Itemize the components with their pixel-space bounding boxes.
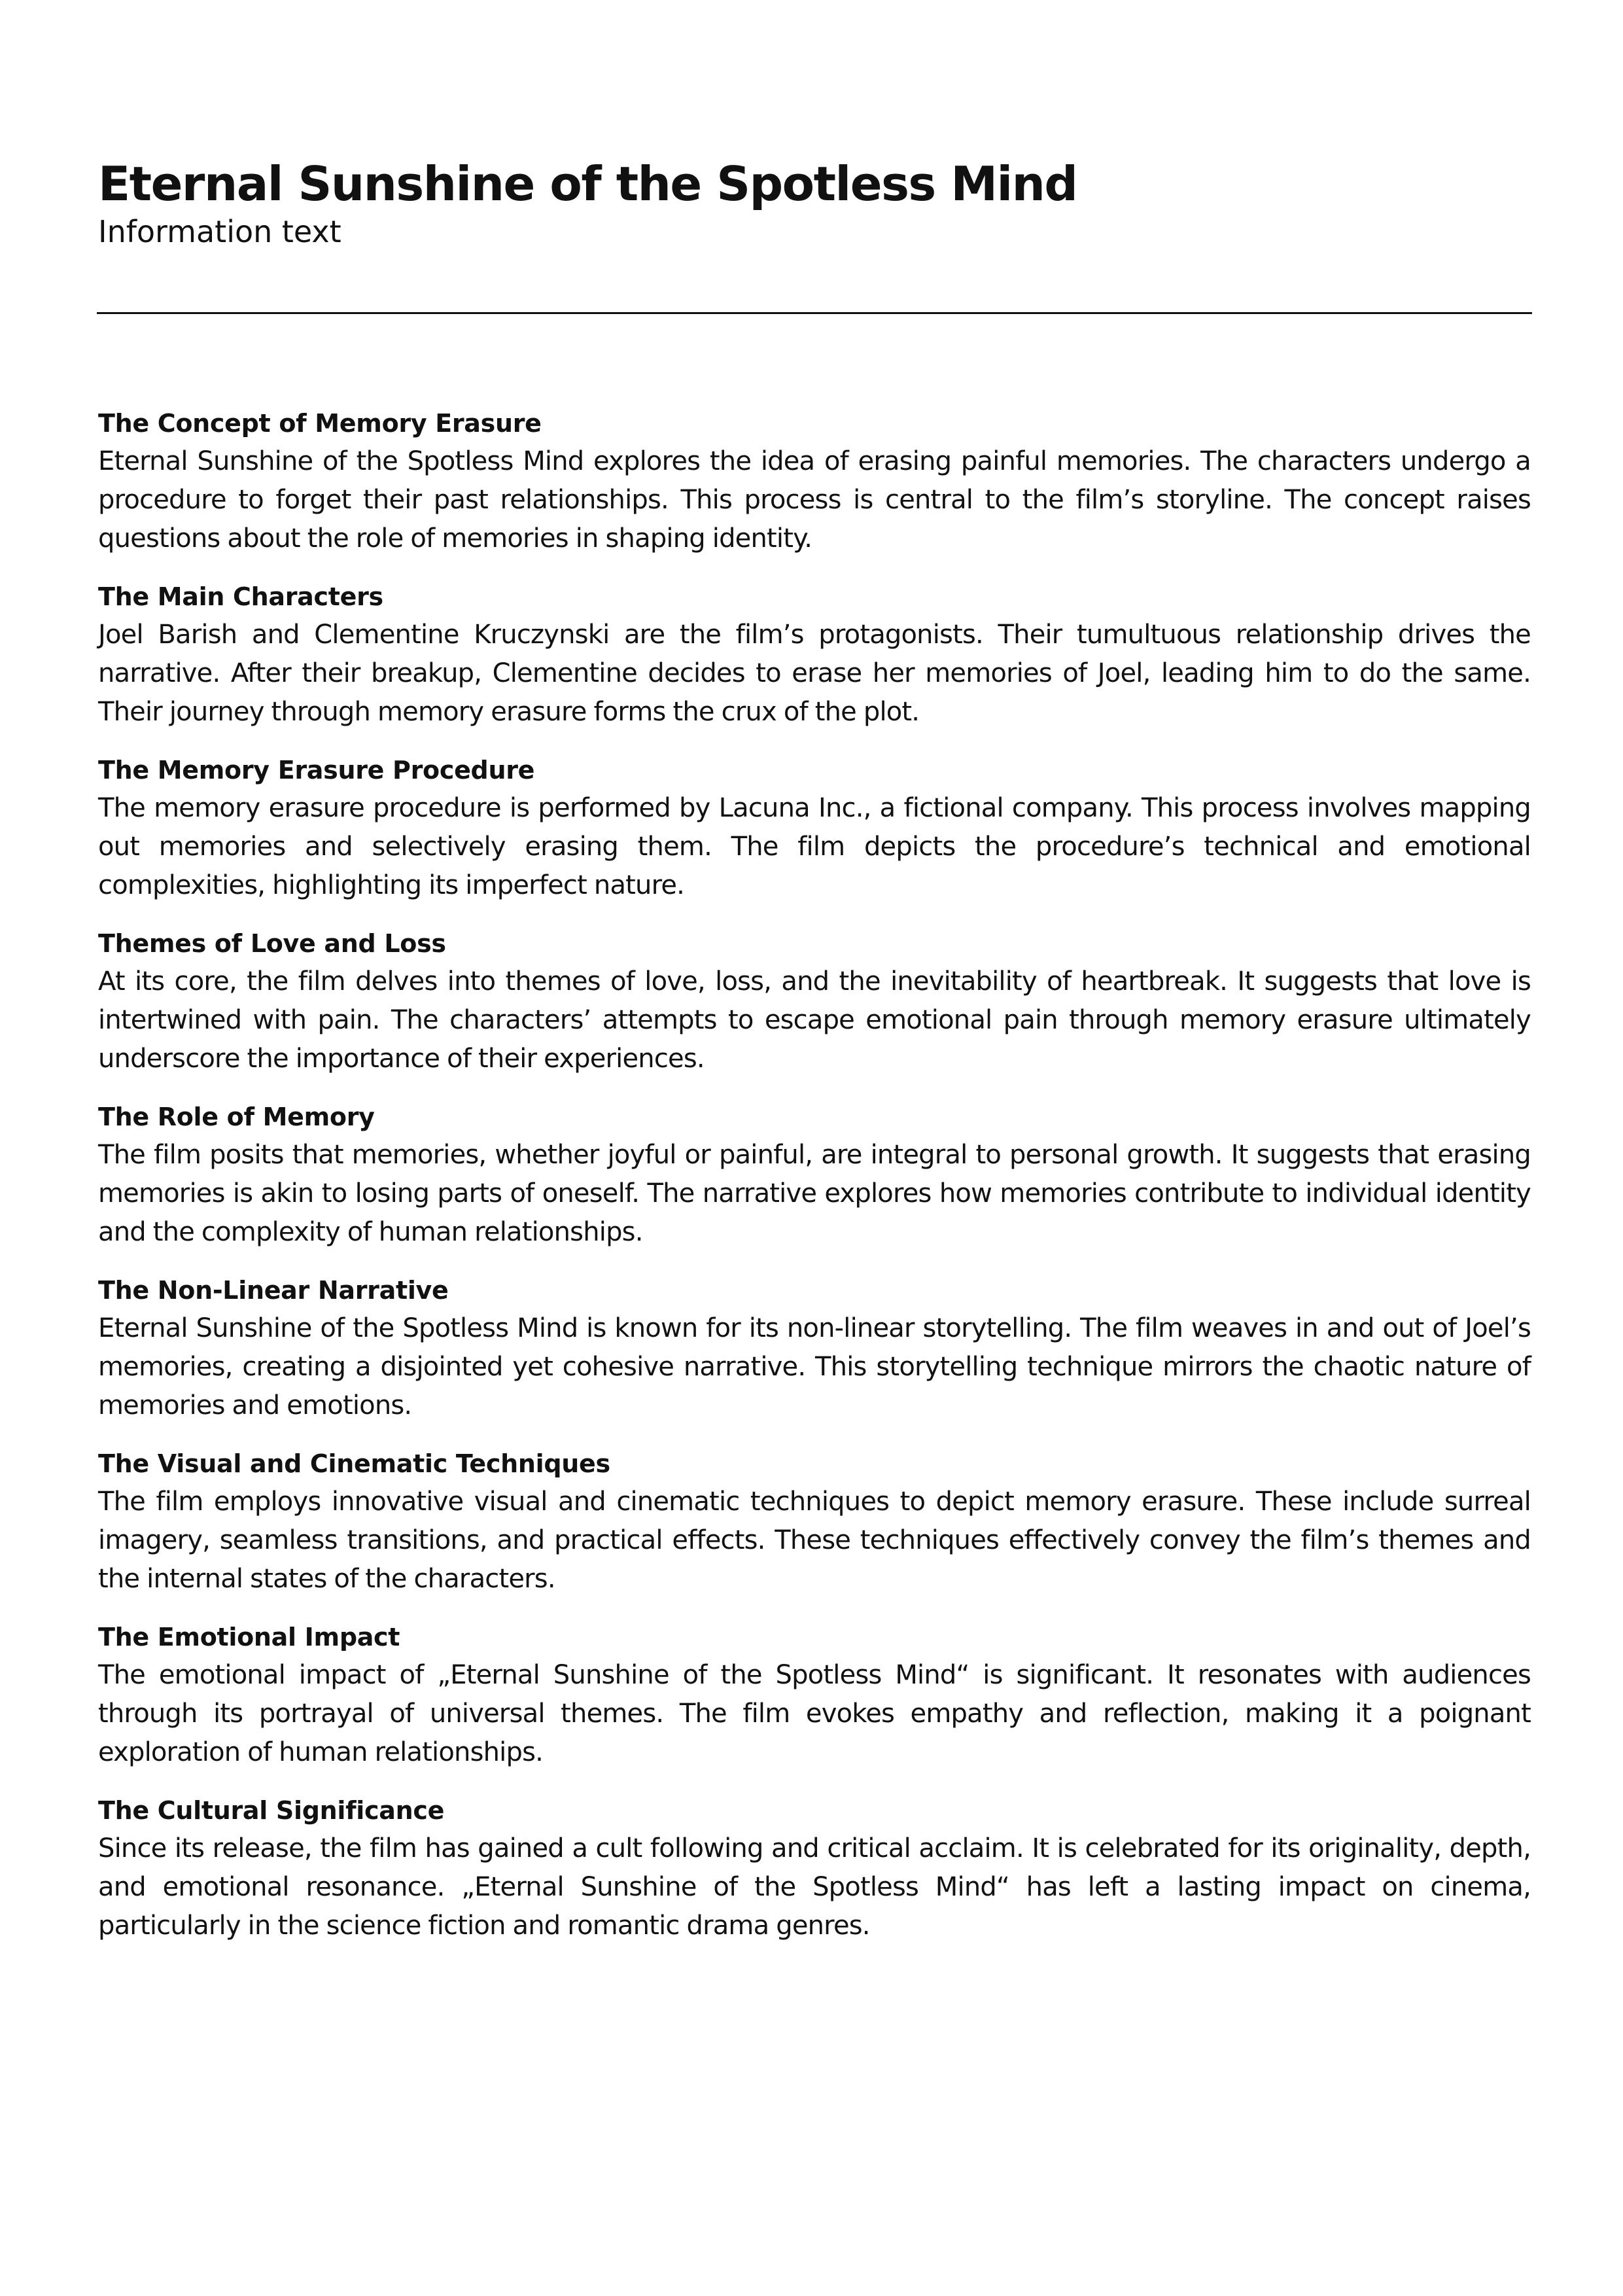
section-heading: The Main Characters <box>98 582 383 611</box>
section-body: At its core, the film delves into themes of love, loss, and the inevitability of heartbreak. It suggests that love is intertwined with pain. The characters’ attempts to escape emotional pain through memory erasure ultimately underscore the importance of their experiences. <box>98 966 1531 1074</box>
section-heading: The Concept of Memory Erasure <box>98 409 542 438</box>
section-body: Since its release, the film has gained a cult following and critical acclaim. It is celebrated for its originality, depth, and emotional resonance. „Eternal Sunshine of the Spotless Mind“ has left a lasting impact on cinema, particularly in the science fiction and romantic drama genres. <box>98 1833 1531 1941</box>
section-role-of-memory <box>98 1098 1531 1252</box>
document-subtitle: Information text <box>98 214 341 249</box>
section-heading: Themes of Love and Loss <box>98 929 446 958</box>
section-body: Eternal Sunshine of the Spotless Mind explores the idea of erasing painful memories. The characters undergo a procedure to forget their past relationships. This process is central to the film’s storyline. The concept raises questions about the role of memories in shaping identity. <box>98 446 1531 554</box>
section-main-characters <box>98 578 1531 732</box>
section-concept-of-memory-erasure <box>98 404 1531 558</box>
document-header <box>98 156 1531 251</box>
section-memory-erasure-procedure <box>98 751 1531 905</box>
header-divider <box>97 312 1532 314</box>
section-body: The emotional impact of „Eternal Sunshine of the Spotless Mind“ is significant. It resonates with audiences through its portrayal of universal themes. The film evokes empathy and reflection, making it a poignant exploration of human relationships. <box>98 1660 1531 1767</box>
section-body: Joel Barish and Clementine Kruczynski are the film’s protagonists. Their tumultuous relationship drives the narrative. After their breakup, Clementine decides to erase her memories of Joel, leading him to do the same. Their journey through memory erasure forms the crux of the plot. <box>98 620 1531 727</box>
section-heading: The Cultural Significance <box>98 1796 445 1825</box>
section-body: The memory erasure procedure is performed by Lacuna Inc., a fictional company. This process involves mapping out memories and selectively erasing them. The film depicts the procedure’s technical and emotional complexities, highlighting its imperfect nature. <box>98 793 1531 900</box>
section-body: The film posits that memories, whether joyful or painful, are integral to personal growth. It suggests that erasing memories is akin to losing parts of oneself. The narrative explores how memories contribute to individual identity and the complexity of human relationships. <box>98 1140 1531 1247</box>
section-body: The film employs innovative visual and cinematic techniques to depict memory erasure. These include surreal imagery, seamless transitions, and practical effects. These techniques effectively convey the film’s themes and the internal states of the characters. <box>98 1487 1531 1594</box>
section-heading: The Visual and Cinematic Techniques <box>98 1449 610 1478</box>
section-heading: The Non-Linear Narrative <box>98 1276 449 1305</box>
section-visual-and-cinematic-techniques <box>98 1445 1531 1598</box>
section-heading: The Emotional Impact <box>98 1623 400 1651</box>
document-content <box>98 404 1531 1965</box>
section-themes-of-love-and-loss <box>98 925 1531 1078</box>
section-non-linear-narrative <box>98 1271 1531 1425</box>
section-heading: The Memory Erasure Procedure <box>98 756 535 785</box>
section-emotional-impact <box>98 1618 1531 1772</box>
section-heading: The Role of Memory <box>98 1103 375 1131</box>
section-cultural-significance <box>98 1792 1531 1945</box>
section-body: Eternal Sunshine of the Spotless Mind is known for its non-linear storytelling. The film weaves in and out of Joel’s memories, creating a disjointed yet cohesive narrative. This storytelling technique mirrors the chaotic nature of memories and emotions. <box>98 1313 1531 1421</box>
document-title: Eternal Sunshine of the Spotless Mind <box>98 156 1077 211</box>
